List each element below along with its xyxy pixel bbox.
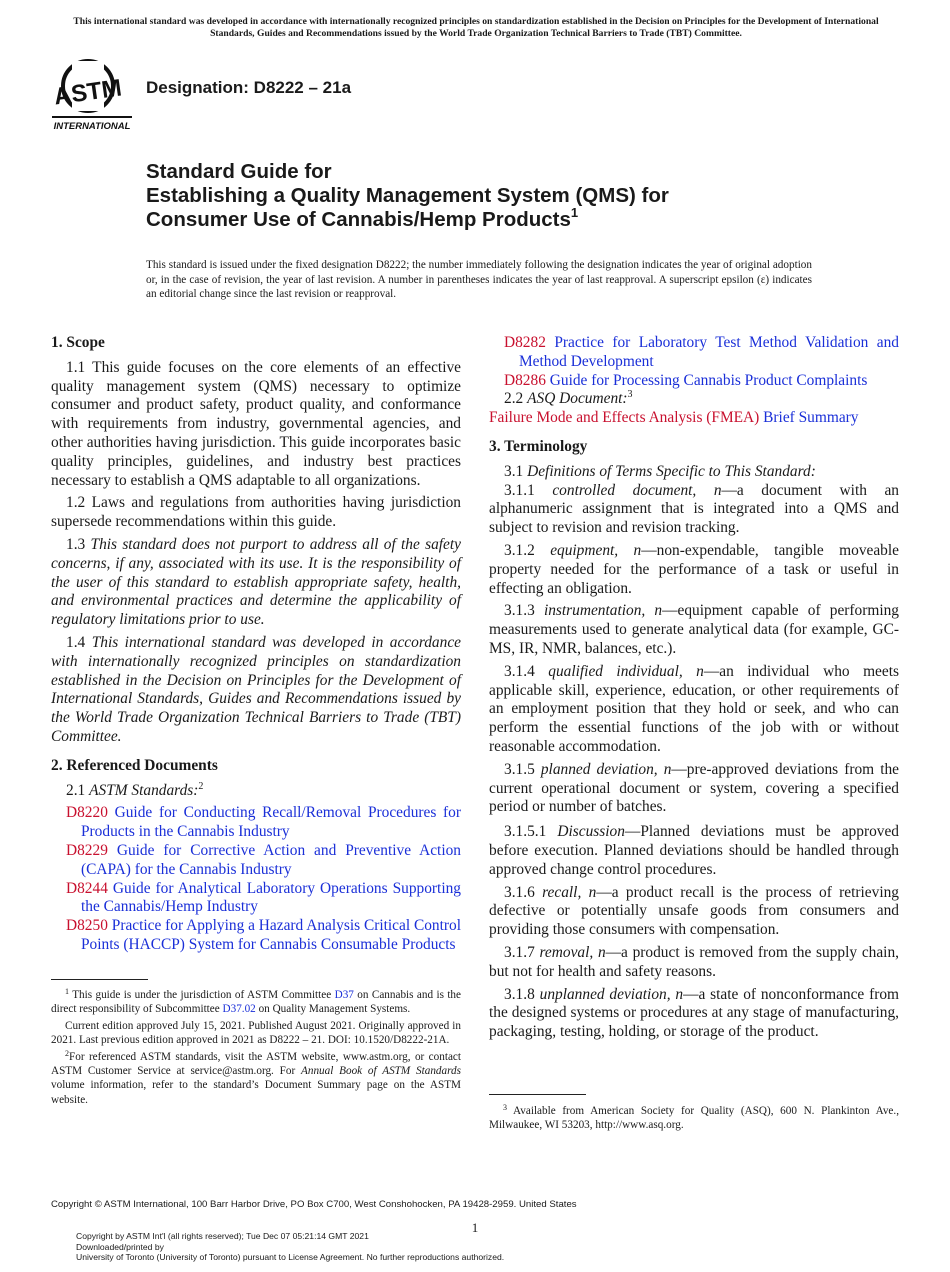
title-line-3: Consumer Use of Cannabis/Hemp Products$^1$ [146,205,579,231]
committee-d37-link[interactable]: D37 [334,989,354,1001]
reference-title-link[interactable]: Practice for Applying a Hazard Analysis Critical Control Points (HACCP) System for Cannabis Consumable Products [81,917,461,953]
astm-logo [50,54,136,134]
term-definition: 3.1.8 unplanned deviation, n—a state of nonconformance from the designed systems or procedures at any stage of manufacturing, packaging, testing, holding, or storage of the product. [489,985,900,1041]
term-definition: 3.1.6 recall, n—a product recall is the process of retrieving defective or potentially unsafe goods from consumers and providing those consumers with compensation. [489,883,899,939]
footnote-divider [51,979,148,980]
reference-item [51,917,461,955]
term-discussion: 3.1.5.1 Discussion—Planned deviations must be approved before execution. Planned deviations should be handled through approved change control procedures. [489,823,899,878]
paragraph-2-1: 2.1 ASTM Standards:$^2$ [66,780,204,799]
reference-item [489,334,899,372]
term-definition: 3.1.7 removal, n—a product is removed from the supply chain, but not for health and safety reasons. [489,943,899,980]
page-number: 1 [471,1220,479,1235]
title-footnote-mark: 1 [570,205,579,220]
reference-code-link[interactable]: D8244 [66,879,108,897]
footnote-1-edition: Current edition approved July 15, 2021. Published August 2021. Originally approved in 2021. Last previous edition approved in 2021 as D8222 – 21. DOI: 10.1520/D8222-21A. [51,1019,461,1047]
term-definition: 3.1.2 equipment, n—non-expendable, tangible moveable property needed for the performance of a task or useful in effecting an obligation. [489,541,899,597]
footnotes-right [489,1104,899,1135]
reference-code-link[interactable]: D8220 [66,804,108,822]
top-notice: This international standard was developed in accordance with internationally recognized principles on standardization established in the Decision on Principles for the Development of International Standards, Guides and Recommendations issued by the World Trade Organization Technical Barriers to Trade (TBT) Committee. [73,16,879,39]
paragraph-1-3: 1.3 This standard does not purport to address all of the safety concerns, if any, associated with its use. It is the responsibility of the user of this standard to establish appropriate safety, health, and environmental practices and determine the applicability of regulatory limitations prior to use. [51,535,461,629]
reference-item [489,372,899,391]
term-definition: 3.1.1 controlled document, n—a document with an alphanumeric assignment that is integrated into a QMS and subject to revision and revision tracking. [489,481,899,537]
brief-summary-link[interactable]: Brief Summary [763,409,859,427]
reference-title-link[interactable]: Guide for Conducting Recall/Removal Procedures for Products in the Cannabis Industry [81,804,462,841]
footnote-3: $^3$ Available from American Society for Quality (ASQ), 600 N. Plankinton Ave., Milwaukee, WI 53203, http://www.asq.org. [489,1103,899,1132]
paragraph-2-2: 2.2 ASQ Document:$^3$ [504,389,633,408]
paragraph-1-4: 1.4 This international standard was developed in accordance with internationally recognized principles on standardization established in the Decision on Principles for the Development of International Standards, Guides and Recommendations issued by the World Trade Organization Technical Barriers to Trade (TBT) Committee. [51,633,461,745]
footnotes-left [51,988,461,1109]
reference-code-link[interactable]: D8286 [504,371,546,389]
reference-item [51,880,461,918]
license-line: Copyright by ASTM Int'l (all rights reserved); Tue Dec 07 05:21:14 GMT 2021 [76,1231,369,1241]
paragraph-1-2: 1.2 Laws and regulations from authorities having jurisdiction supersede recommendations within this guide. [51,494,461,531]
reference-item [51,804,461,842]
paragraph-3-1: 3.1 Definitions of Terms Specific to This Standard: [504,462,816,480]
issuance-note: This standard is issued under the fixed designation D8222; the number immediately following the designation indicates the year of original adoption or, in the case of revision, the year of last revision. A number in parentheses indicates the year of last reapproval. A superscript epsilon (ε) indicates an editorial change since the last revision or reapproval. [146,259,812,300]
section-heading-referenced-documents: 2. Referenced Documents [51,756,218,774]
right-column [489,334,899,1046]
title-line-2: Establishing a Quality Management System (QMS) for [146,184,669,207]
reference-title-link[interactable]: Guide for Corrective Action and Preventive Action (CAPA) for the Cannabis Industry [81,841,461,878]
section-heading-scope: 1. Scope [51,334,105,351]
paragraph-1-1: 1.1 This guide focuses on the core elements of an effective quality management system (QMS) necessary to optimize consumer and product safety, product quality, and conformance with requirements from industry, governmental agencies, and other authorities having jurisdiction. This guide incorporates basic quality principles, guidelines, and industry best practices necessary to establish a QMS adaptable to all organizations. [51,358,461,489]
svg-text:ASTM: ASTM [52,74,124,111]
term-definition: 3.1.5 planned deviation, n—pre-approved deviations from the current operational document or system, covering a specified period or number of batches. [489,760,899,816]
reference-item [51,842,461,880]
subcommittee-d3702-link[interactable]: D37.02 [222,1003,256,1016]
left-column [51,334,461,955]
copyright-line: Copyright © ASTM International, 100 Barr Harbor Drive, PO Box C700, West Conshohocken, PA 19428-2959. United States [51,1199,577,1210]
reference-title-link[interactable]: Guide for Processing Cannabis Product Complaints [549,371,868,389]
reference-code-link[interactable]: D8229 [66,841,108,859]
reference-code-link[interactable]: D8250 [66,917,108,935]
document-title [146,160,846,232]
section-heading-terminology: 3. Terminology [489,437,588,455]
footnote-1: $^1$ This guide is under the jurisdiction of ASTM Committee D37 on Cannabis and is the direct responsibility of Subcommittee D37.02 on Quality Management Systems. [51,987,461,1016]
fmea-link[interactable]: Failure Mode and Effects Analysis (FMEA) [489,409,760,427]
footnote-2: $^2$For referenced ASTM standards, visit the ASTM website, www.astm.org, or contact ASTM Customer Service at service@astm.org. For Annual Book of ASTM Standards volume information, refer to the standard’s Document Summary page on the ASTM website. [51,1048,461,1106]
reference-title-link[interactable]: Guide for Analytical Laboratory Operations Supporting the Cannabis/Hemp Industry [81,879,461,916]
svg-text:INTERNATIONAL: INTERNATIONAL [53,121,131,132]
license-line: University of Toronto (University of Toronto) pursuant to License Agreement. No further reproductions authorized. [76,1252,505,1263]
license-notice [76,1231,856,1263]
footnote-divider [489,1094,586,1095]
term-definition: 3.1.3 instrumentation, n—equipment capable of performing measurements used to generate analytical data (for example, GC-MS, IR, NMR, balances, etc.). [489,602,899,657]
title-line-1: Standard Guide for [146,160,332,183]
license-line: Downloaded/printed by [76,1241,164,1252]
designation: Designation: D8222 – 21a [146,78,352,97]
reference-code-link[interactable]: D8282 [504,334,546,351]
asq-document [489,409,899,428]
term-definition: 3.1.4 qualified individual, n—an individual who meets applicable skill, experience, education, or other requirements of an employment position that they hold or seek, and who can perform the essential functions of the job with or without reasonable accommodation. [489,662,899,755]
reference-title-link[interactable]: Practice for Laboratory Test Method Validation and Method Development [519,334,899,370]
